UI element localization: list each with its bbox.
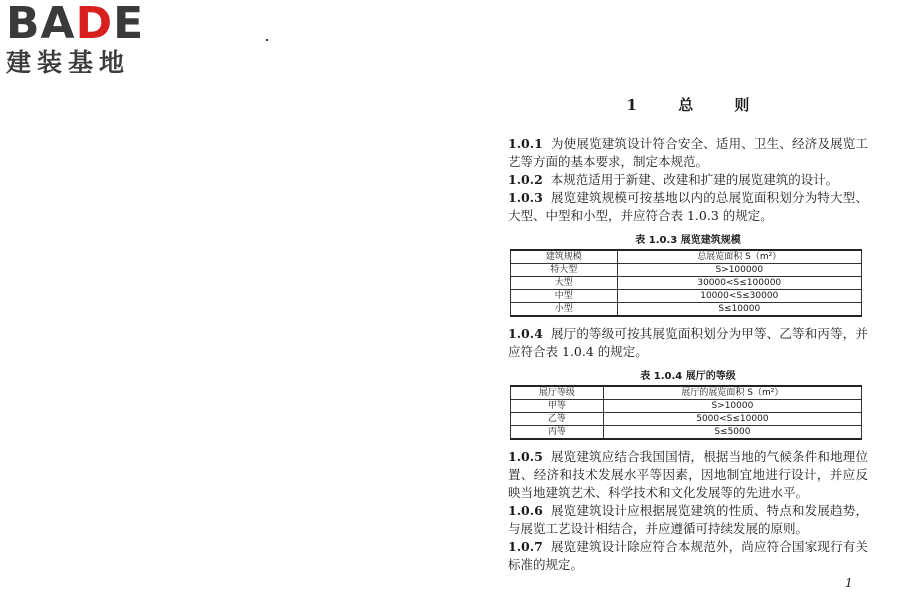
table-header-cell: 建筑规模 [511,250,618,264]
table-row [511,413,862,426]
table-cell: 乙等 [511,413,604,426]
table-cell: 甲等 [511,400,604,413]
clause-1-0-2 [508,171,868,189]
clause-text: 为使展览建筑设计符合安全、适用、卫生、经济及展览工艺等方面的基本要求，制定本规范。 [508,136,868,169]
clause-text: 展览建筑应结合我国国情，根据当地的气候条件和地理位置、经济和技术发展水平等因素，因地制宜地进行设计，并应反映当地建筑艺术、科学技术和文化发展等的先进水平。 [508,449,868,500]
spacer [508,440,868,448]
clause-text: 展览建筑设计除应符合本规范外，尚应符合国家现行有关标准的规定。 [508,539,868,572]
table-cell: 5000<S≤10000 [603,413,861,426]
table-row [511,303,862,317]
table-cell: S>10000 [603,400,861,413]
clause-number: 1.0.2 [508,172,543,187]
table-cell: S>100000 [617,264,861,277]
table-row [511,277,862,290]
speck-mark [266,39,268,41]
table-header-cell: 展厅等级 [511,386,604,400]
table-cell: 中型 [511,290,618,303]
bade-logo [6,2,144,78]
table-row [511,400,862,413]
clause-number: 1.0.5 [508,449,543,464]
logo-text-right: E [113,0,145,49]
clause-number: 1.0.3 [508,190,543,205]
table-cell: 10000<S≤30000 [617,290,861,303]
clause-text: 展览建筑规模可按基地以内的总展览面积划分为特大型、大型、中型和小型，并应符合表 1.0.3 的规定。 [508,190,868,223]
logo-text-accent: D [75,0,114,49]
table-header-cell: 总展览面积 S（m²） [617,250,861,264]
table-cell: S≤10000 [617,303,861,317]
clause-text: 展览建筑设计应根据展览建筑的性质、特点和发展趋势，与展览工艺设计相结合，并应遵循可持续发展的原则。 [508,503,868,536]
page-number: 1 [845,576,853,590]
clause-text: 展厅的等级可按其展览面积划分为甲等、乙等和丙等，并应符合表 1.0.4 的规定。 [508,326,868,359]
table-row [511,290,862,303]
clause-1-0-3 [508,189,868,225]
table-1-0-3-title: 表 1.0.3 展览建筑规模 [635,235,741,246]
table-cell: 30000<S≤100000 [617,277,861,290]
table-1-0-3 [510,249,862,317]
table-1-0-4 [510,385,862,440]
table-cell: S≤5000 [603,426,861,440]
table-cell: 大型 [511,277,618,290]
table-header-row [511,386,862,400]
clause-number: 1.0.1 [508,136,543,151]
clause-text: 本规范适用于新建、改建和扩建的展览建筑的设计。 [550,172,839,187]
clause-1-0-7 [508,538,868,574]
clause-1-0-4 [508,325,868,361]
logo-wordmark [6,0,145,49]
table-header-row [511,250,862,264]
spacer [508,317,868,325]
clause-1-0-6 [508,502,868,538]
logo-text-left: BA [6,0,76,49]
document-page [508,94,868,574]
table-1-0-4-title: 表 1.0.4 展厅的等级 [640,371,736,382]
clause-1-0-5 [508,448,868,502]
table-row [511,264,862,277]
table-cell: 特大型 [511,264,618,277]
clause-number: 1.0.7 [508,539,543,554]
table-cell: 丙等 [511,426,604,440]
table-header-cell: 展厅的展览面积 S（m²） [603,386,861,400]
clause-1-0-1 [508,135,868,171]
chapter-title: 1 总 则 [626,96,768,114]
clause-number: 1.0.6 [508,503,543,518]
clause-number: 1.0.4 [508,326,543,341]
logo-subtitle: 建装基地 [6,48,131,77]
table-cell: 小型 [511,303,618,317]
table-row [511,426,862,440]
